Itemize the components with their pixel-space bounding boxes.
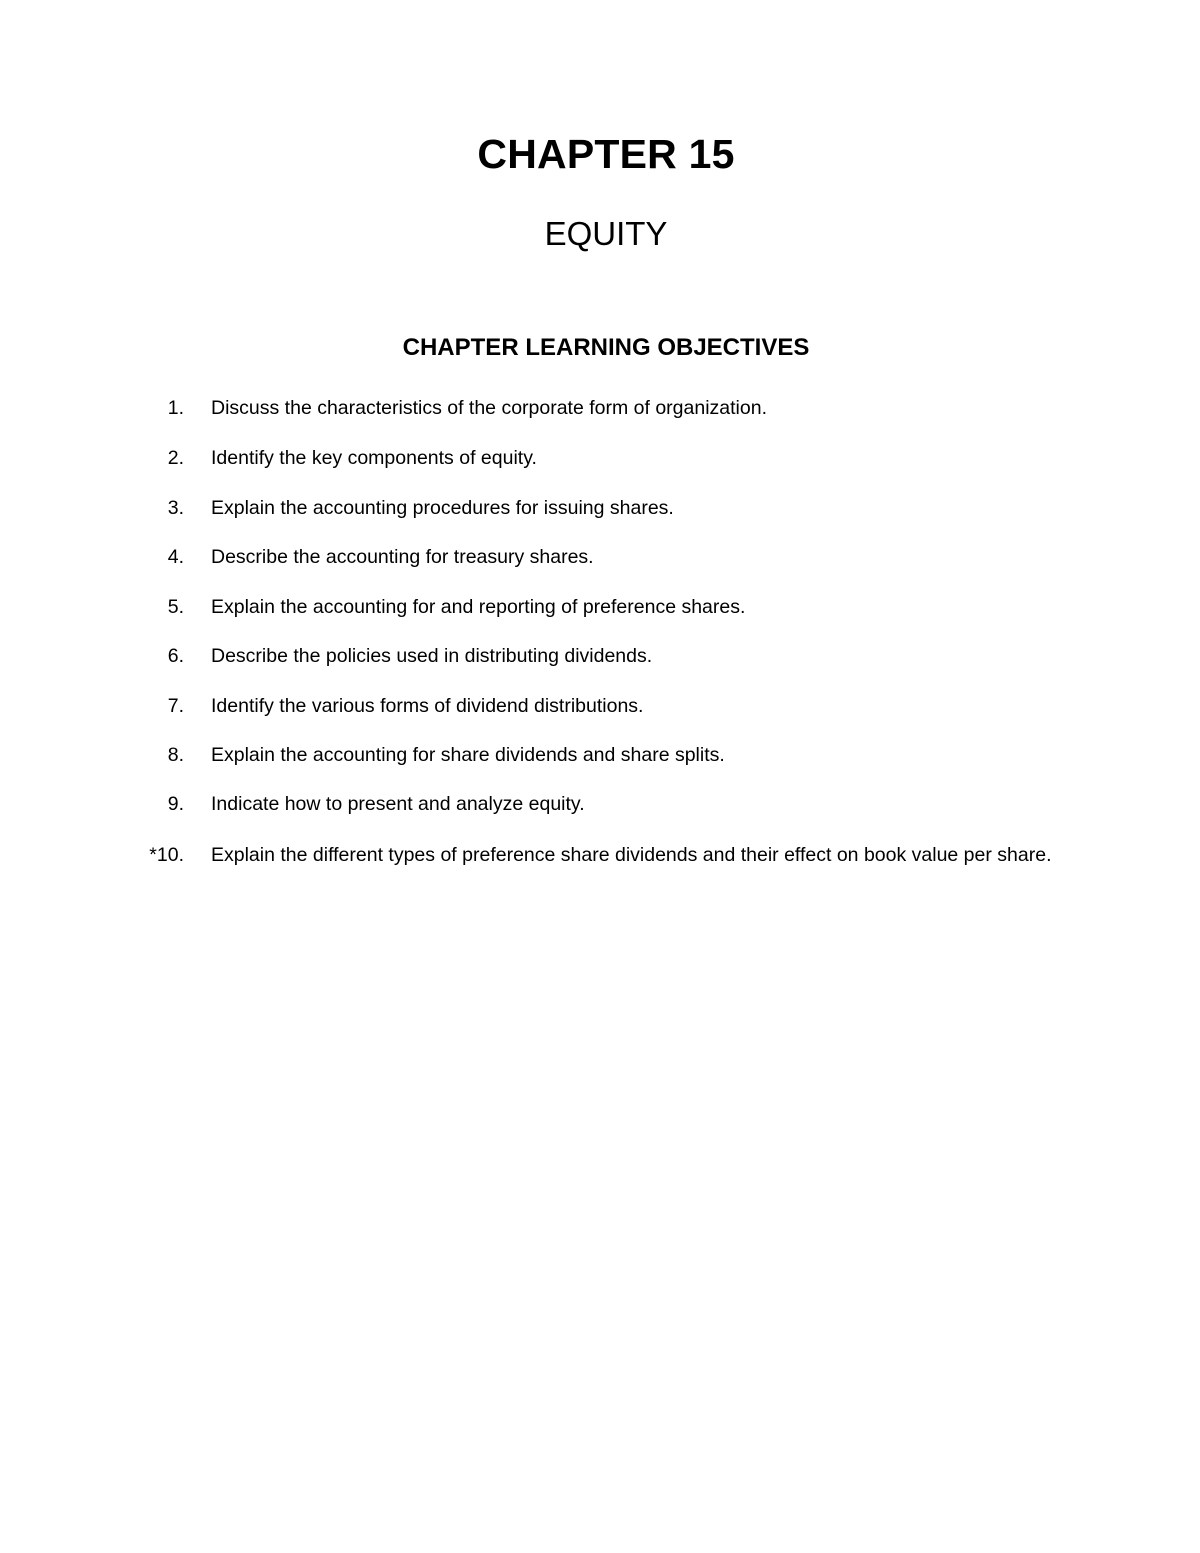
objective-text: Discuss the characteristics of the corporate form of organization.: [211, 397, 767, 419]
objective-text: Explain the different types of preference share dividends and their effect on book value per share.: [211, 844, 1052, 866]
objective-number: 8.: [167, 744, 184, 766]
objective-number: 7.: [167, 695, 184, 717]
objective-number: 5.: [167, 596, 184, 618]
objective-number: *10.: [149, 844, 184, 866]
objectives-heading: CHAPTER LEARNING OBJECTIVES: [402, 334, 810, 361]
chapter-title: EQUITY: [544, 215, 668, 252]
objective-text: Describe the accounting for treasury shares.: [211, 546, 594, 568]
objective-text: Explain the accounting procedures for issuing shares.: [211, 497, 674, 519]
chapter-number: CHAPTER 15: [477, 131, 735, 177]
objective-number: 6.: [167, 645, 184, 667]
objective-number: 3.: [167, 497, 184, 519]
objective-number: 4.: [167, 546, 184, 568]
objective-text: Explain the accounting for share dividends and share splits.: [211, 744, 725, 766]
objective-number: 9.: [167, 793, 184, 815]
objective-text: Explain the accounting for and reporting of preference shares.: [211, 596, 746, 618]
objective-number: 1.: [167, 397, 184, 419]
objective-text: Indicate how to present and analyze equity.: [211, 793, 585, 815]
objective-text: Identify the key components of equity.: [211, 447, 537, 469]
objective-text: Describe the policies used in distributing dividends.: [211, 645, 653, 667]
objective-text: Identify the various forms of dividend distributions.: [211, 695, 644, 717]
objective-number: 2.: [167, 447, 184, 469]
